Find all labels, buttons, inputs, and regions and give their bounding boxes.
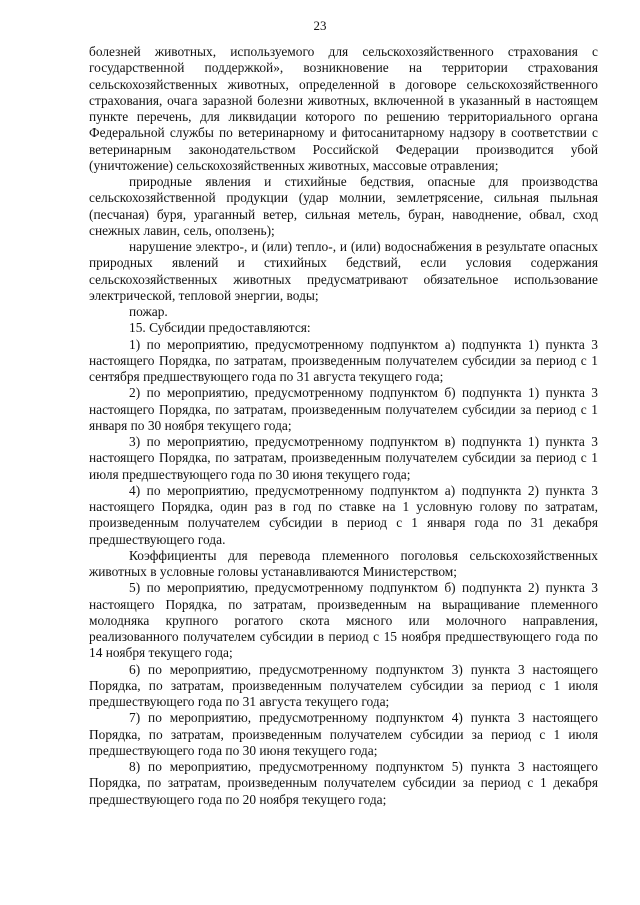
paragraph-item-7: 7) по мероприятию, предусмотренному подпунктом 4) пункта 3 настоящего Порядка, по затратам, произведенным получателем субсидии за период с 1 июля предшествующего года по 30 июня текущего года; <box>89 710 598 758</box>
paragraph-item-5: 5) по мероприятию, предусмотренному подпунктом б) подпункта 2) пункта 3 настоящего Порядка, по затратам, произведенным на выращивание племенного молодняка крупного рогатого скота мясного или молочного направления, реализованного получателем субсидии в период с 15 ноября предшествующего года по 14 ноября текущего года; <box>89 580 598 661</box>
paragraph-fire: пожар. <box>129 304 168 319</box>
paragraph-section-15-heading: 15. Субсидии предоставляются: <box>129 320 311 336</box>
paragraph-item-2: 2) по мероприятию, предусмотренному подпунктом б) подпункта 1) пункта 3 настоящего Порядка, по затратам, произведенным получателем субсидии за период с 1 января по 30 ноября текущего года; <box>89 385 598 433</box>
paragraph-item-4: 4) по мероприятию, предусмотренному подпунктом а) подпункта 2) пункта 3 настоящего Порядка, один раз в год по ставке на 1 условную голову по затратам, произведенным получателем субсидии в период с 1 января года по 31 декабря предшествующего года. <box>89 482 598 547</box>
paragraph-continuation: болезней животных, используемого для сельскохозяйственного страхования с государственной поддержкой», возникновение на территории страхования сельскохозяйственных животных, определенной в договоре сельскохозяйственного страхования, очага заразной болезни животных, включенной в указанный в настоящем пункте перечень, для ликвидации которого по решению территориального органа Федеральной службы по ветеринарному и фитосанитарному надзору в соответствии с ветеринарным законодательством Российской Федерации производится убой (уничтожение) сельскохозяйственных животных, массовые отравления; <box>89 44 598 173</box>
paragraph-item-1: 1) по мероприятию, предусмотренному подпунктом а) подпункта 1) пункта 3 настоящего Порядка, по затратам, произведенным получателем субсидии за период с 1 сентября предшествующего года по 31 августа текущего года; <box>89 336 598 384</box>
paragraph-item-6: 6) по мероприятию, предусмотренному подпунктом 3) пункта 3 настоящего Порядка, по затратам, произведенным получателем субсидии за период с 1 июля предшествующего года по 31 августа текущего года; <box>89 661 598 709</box>
paragraph-natural-disasters: природные явления и стихийные бедствия, опасные для производства сельскохозяйственной продукции (удар молнии, землетрясение, сильная пыльная (песчаная) буря, ураганный ветер, сильная метель, буран, наводнение, обвал, сход снежных лавин, сель, оползень); <box>89 174 598 238</box>
paragraph-coefficients: Коэффициенты для перевода племенного поголовья сельскохозяйственных животных в условные головы устанавливаются Министерством; <box>89 547 598 579</box>
page-number: 23 <box>313 18 327 33</box>
paragraph-item-3: 3) по мероприятию, предусмотренному подпунктом в) подпункта 1) пункта 3 настоящего Порядка, по затратам, произведенным получателем субсидии за период с 1 июля предшествующего года по 30 июня текущего года; <box>89 434 598 482</box>
document-body <box>89 44 598 808</box>
paragraph-item-8: 8) по мероприятию, предусмотренному подпунктом 5) пункта 3 настоящего Порядка, по затратам, произведенным получателем субсидии за период с 1 декабря предшествующего года по 20 ноября текущего года; <box>89 759 598 807</box>
paragraph-utility-disruption: нарушение электро-, и (или) тепло-, и (или) водоснабжения в результате опасных природных явлений и стихийных бедствий, если условия содержания сельскохозяйственных животных предусматривают обязательное использование электрической, тепловой энергии, воды; <box>89 239 598 303</box>
